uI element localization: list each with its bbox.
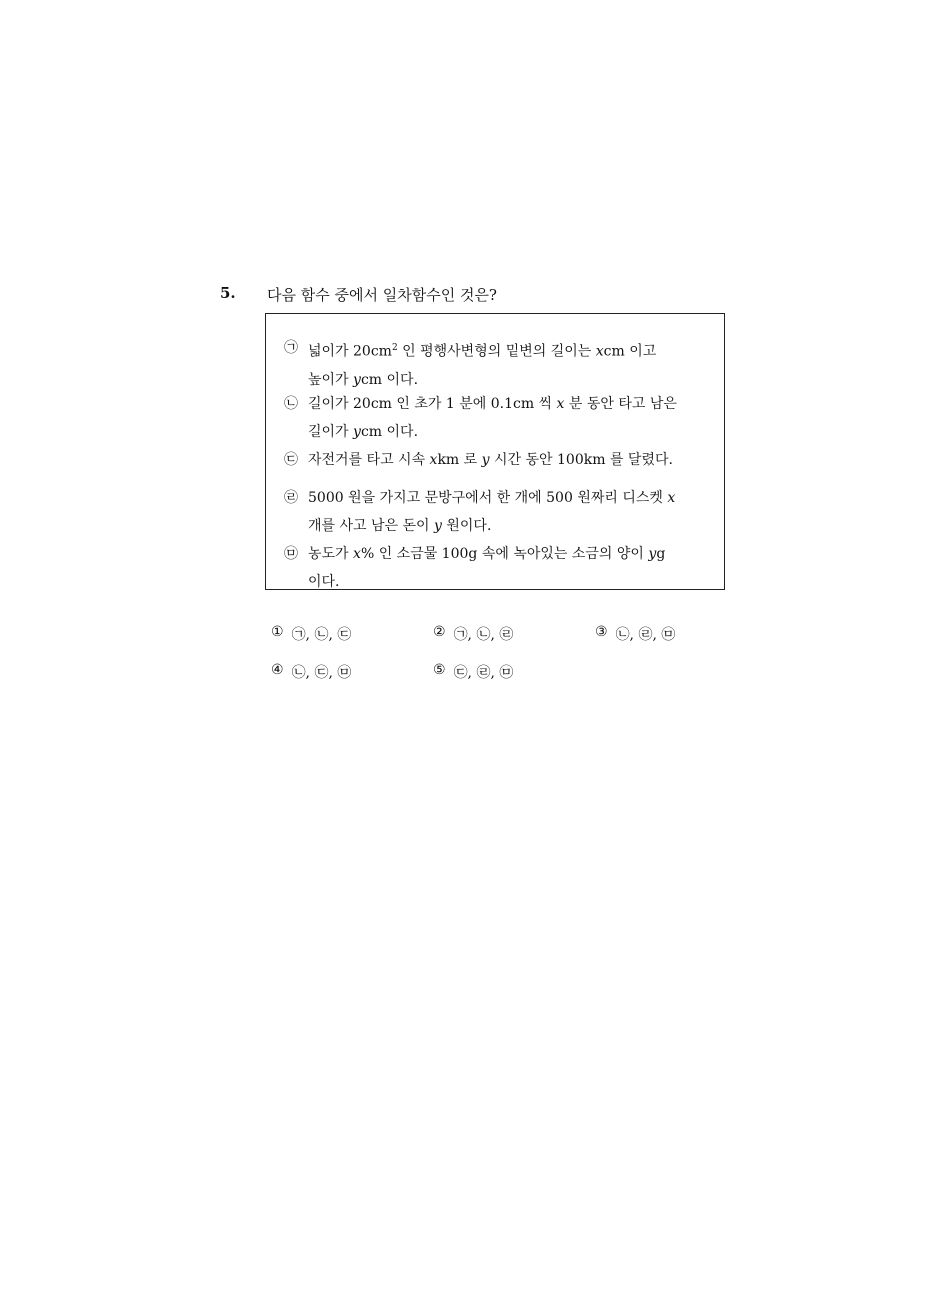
item-text-part: cm 이다. (360, 371, 419, 388)
condition-item (284, 446, 704, 474)
variable: x (595, 343, 604, 360)
item-text (308, 540, 704, 596)
variable: y (353, 424, 361, 440)
choice-text: ㉡, ㉣, ㉤ (615, 627, 676, 643)
choice-number: ① (271, 624, 284, 640)
item-text-part: 넓이가 20cm (308, 343, 392, 360)
choice-text: ㉠, ㉡, ㉢ (291, 627, 352, 643)
variable: y (648, 546, 657, 562)
item-text (308, 484, 704, 540)
choice-number: ⑤ (433, 662, 446, 678)
variable: y (434, 518, 442, 534)
item-marker: ㉡ (284, 396, 298, 412)
item-text-part: % 인 소금물 100g 속에 녹아있는 소금의 양이 (360, 546, 649, 562)
item-text (308, 390, 704, 446)
condition-item (284, 540, 704, 596)
choice-number: ④ (271, 662, 284, 678)
item-text-part: 시간 동안 100km 를 달렸다. (489, 452, 673, 468)
item-text-part: 이다. (308, 574, 340, 590)
variable: y (481, 452, 490, 468)
item-text-part: 길이가 20cm 인 초가 1 분에 0.1cm 씩 (308, 396, 557, 412)
item-text-part: 분 동안 타고 남은 (564, 396, 677, 412)
answer-choice-3[interactable] (595, 624, 675, 644)
item-text-part: 자전거를 타고 시속 (308, 452, 430, 468)
item-marker: ㉠ (284, 340, 298, 356)
answer-choice-5[interactable] (433, 662, 513, 682)
variable: x (667, 490, 676, 506)
item-text-part: g (656, 546, 666, 562)
variable: x (429, 452, 438, 468)
question-number: 5. (220, 284, 236, 302)
item-text-part: 농도가 (308, 546, 354, 562)
choice-text: ㉢, ㉣, ㉤ (453, 665, 514, 681)
item-text-part: 5000 원을 가지고 문방구에서 한 개에 500 원짜리 디스켓 (308, 490, 668, 506)
choice-number: ③ (595, 624, 608, 640)
variable: x (353, 546, 361, 562)
condition-item (284, 390, 704, 446)
item-text (308, 334, 704, 394)
item-text-part: cm 이고 (603, 343, 657, 360)
item-text-part: 길이가 (308, 424, 354, 440)
variable: x (556, 396, 565, 412)
answer-choice-2[interactable] (433, 624, 513, 644)
item-text-part: 높이가 (308, 371, 354, 388)
item-text-part: 개를 사고 남은 돈이 (308, 518, 434, 534)
variable: y (353, 371, 361, 388)
condition-item (284, 334, 704, 394)
superscript: 2 (391, 343, 398, 353)
condition-item (284, 484, 704, 540)
item-text-part: 원이다. (441, 518, 492, 534)
item-marker: ㉢ (284, 452, 298, 468)
question-text: 다음 함수 중에서 일차함수인 것은? (267, 286, 497, 304)
item-text-part: cm 이다. (360, 424, 419, 440)
item-text-part: 인 평행사변형의 밑변의 길이는 (397, 343, 596, 360)
item-text (308, 446, 704, 474)
item-marker: ㉤ (284, 546, 298, 562)
item-marker: ㉣ (284, 490, 298, 506)
item-text-part: km 로 (437, 452, 482, 468)
choice-text: ㉡, ㉢, ㉤ (291, 665, 352, 681)
choice-number: ② (433, 624, 446, 640)
answer-choice-1[interactable] (271, 624, 351, 644)
choice-text: ㉠, ㉡, ㉣ (453, 627, 514, 643)
answer-choice-4[interactable] (271, 662, 351, 682)
